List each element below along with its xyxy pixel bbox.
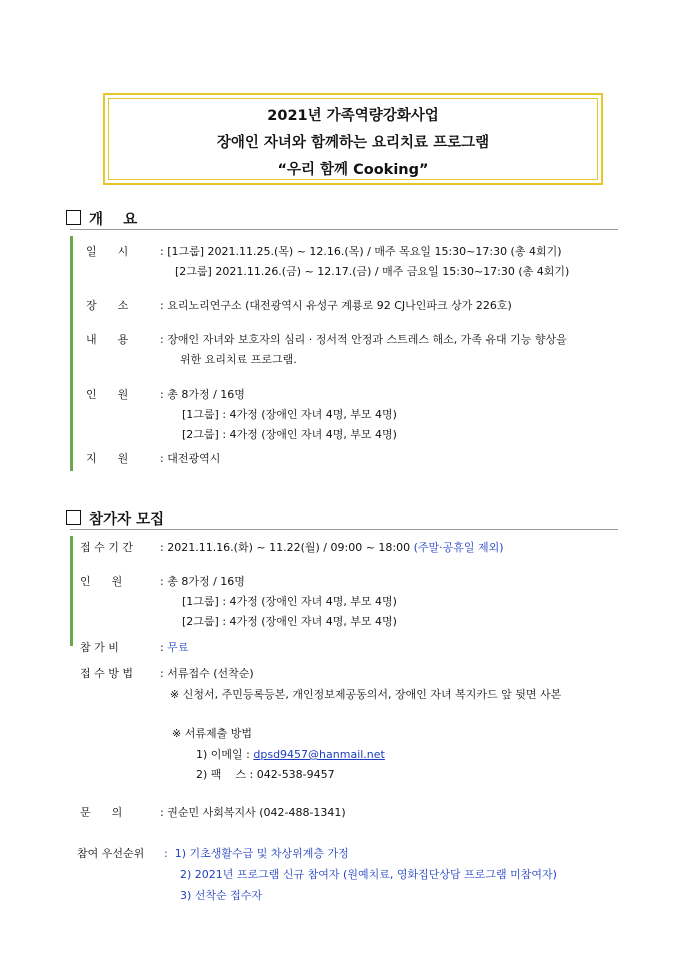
priority-line-1: : 1) 기초생활수급 및 차상위계층 가정 [164,847,349,860]
people-line-1: : 총 8가정 / 16명 [160,388,245,401]
recruit-people-line-3: [2그룹] : 4가정 (장애인 자녀 4명, 부모 4명) [182,615,397,628]
priority-line-2: 2) 2021년 프로그램 신규 참여자 (원예치료, 영화집단상담 프로그램 미참여자) [180,868,557,881]
overview-side-bar [70,236,73,471]
people-label: 인 원 [86,388,129,401]
fee-label: 참 가 비 [80,641,119,654]
recruit-people-line-1: : 총 8가정 / 16명 [160,575,245,588]
email-prefix: 1) 이메일 : [196,748,254,761]
period-note: (주말·공휴일 제외) [413,541,504,554]
schedule-line-2: [2그룹] 2021.11.26.(금) ~ 12.17.(금) / 매주 금요일 15:30~17:30 (총 4회기) [175,265,570,278]
title-line-1: 2021년 가족역량강화사업 [267,108,439,124]
recruit-divider [70,529,618,530]
section-heading-overview [66,208,137,229]
priority-label: 참여 우선순위 [77,847,145,860]
people-line-3: [2그룹] : 4가정 (장애인 자녀 4명, 부모 4명) [182,428,397,441]
schedule-label: 일 시 [86,245,129,258]
place-value: : 요리노리연구소 (대전광역시 유성구 계룡로 92 CJ나인파크 상가 226호) [160,299,512,312]
people-line-2: [1그룹] : 4가정 (장애인 자녀 4명, 부모 4명) [182,408,397,421]
period-value [160,539,504,555]
support-label: 지 원 [86,452,129,465]
fee-free-text: 무료 [167,641,189,654]
place-label: 장 소 [86,299,129,312]
method-label: 접 수 방 법 [80,667,133,680]
overview-heading-text: 개 요 [89,212,138,228]
recruit-people-label: 인 원 [80,575,123,588]
period-label: 접 수 기 간 [80,541,133,554]
title-line-2: 장애인 자녀와 함께하는 요리치료 프로그램 [216,135,490,151]
section-heading-recruit [66,508,164,529]
fee-colon: : [160,641,164,654]
priority-line-3: 3) 선착순 접수자 [180,889,263,902]
content-line-2: 위한 요리치료 프로그램. [180,353,297,366]
title-box [103,93,603,185]
square-bullet-icon [66,510,81,525]
content-line-1: : 장애인 자녀와 보호자의 심리 · 정서적 안정과 스트레스 해소, 가족 유대 기능 향상을 [160,333,567,346]
method-line-2: ※ 신청서, 주민등록등본, 개인정보제공동의서, 장애인 자녀 복지카드 앞 뒷면 사본 [170,688,562,701]
fee-value [160,639,188,655]
recruit-side-bar [70,536,73,646]
method-email-row [196,746,385,762]
overview-divider [70,229,618,230]
inquiry-label: 문 의 [80,806,123,819]
square-bullet-icon [66,210,81,225]
recruit-heading-text: 참가자 모집 [89,512,165,528]
schedule-line-1: : [1그룹] 2021.11.25.(목) ~ 12.16.(목) / 매주 목요일 15:30~17:30 (총 4회기) [160,245,562,258]
inquiry-value: : 권순민 사회복지사 (042-488-1341) [160,806,346,819]
recruit-people-line-2: [1그룹] : 4가정 (장애인 자녀 4명, 부모 4명) [182,595,397,608]
title-line-3: “우리 함께 Cooking” [277,162,429,178]
support-value: : 대전광역시 [160,452,221,465]
method-fax: 2) 팩 스 : 042-538-9457 [196,768,335,781]
period-text: : 2021.11.16.(화) ~ 11.22(월) / 09:00 ~ 18:00 [160,541,411,554]
content-label: 내 용 [86,333,129,346]
method-line-1: : 서류접수 (선착순) [160,667,254,680]
method-line-3: ※ 서류제출 방법 [172,727,252,740]
email-link[interactable]: dpsd9457@hanmail.net [253,748,385,761]
